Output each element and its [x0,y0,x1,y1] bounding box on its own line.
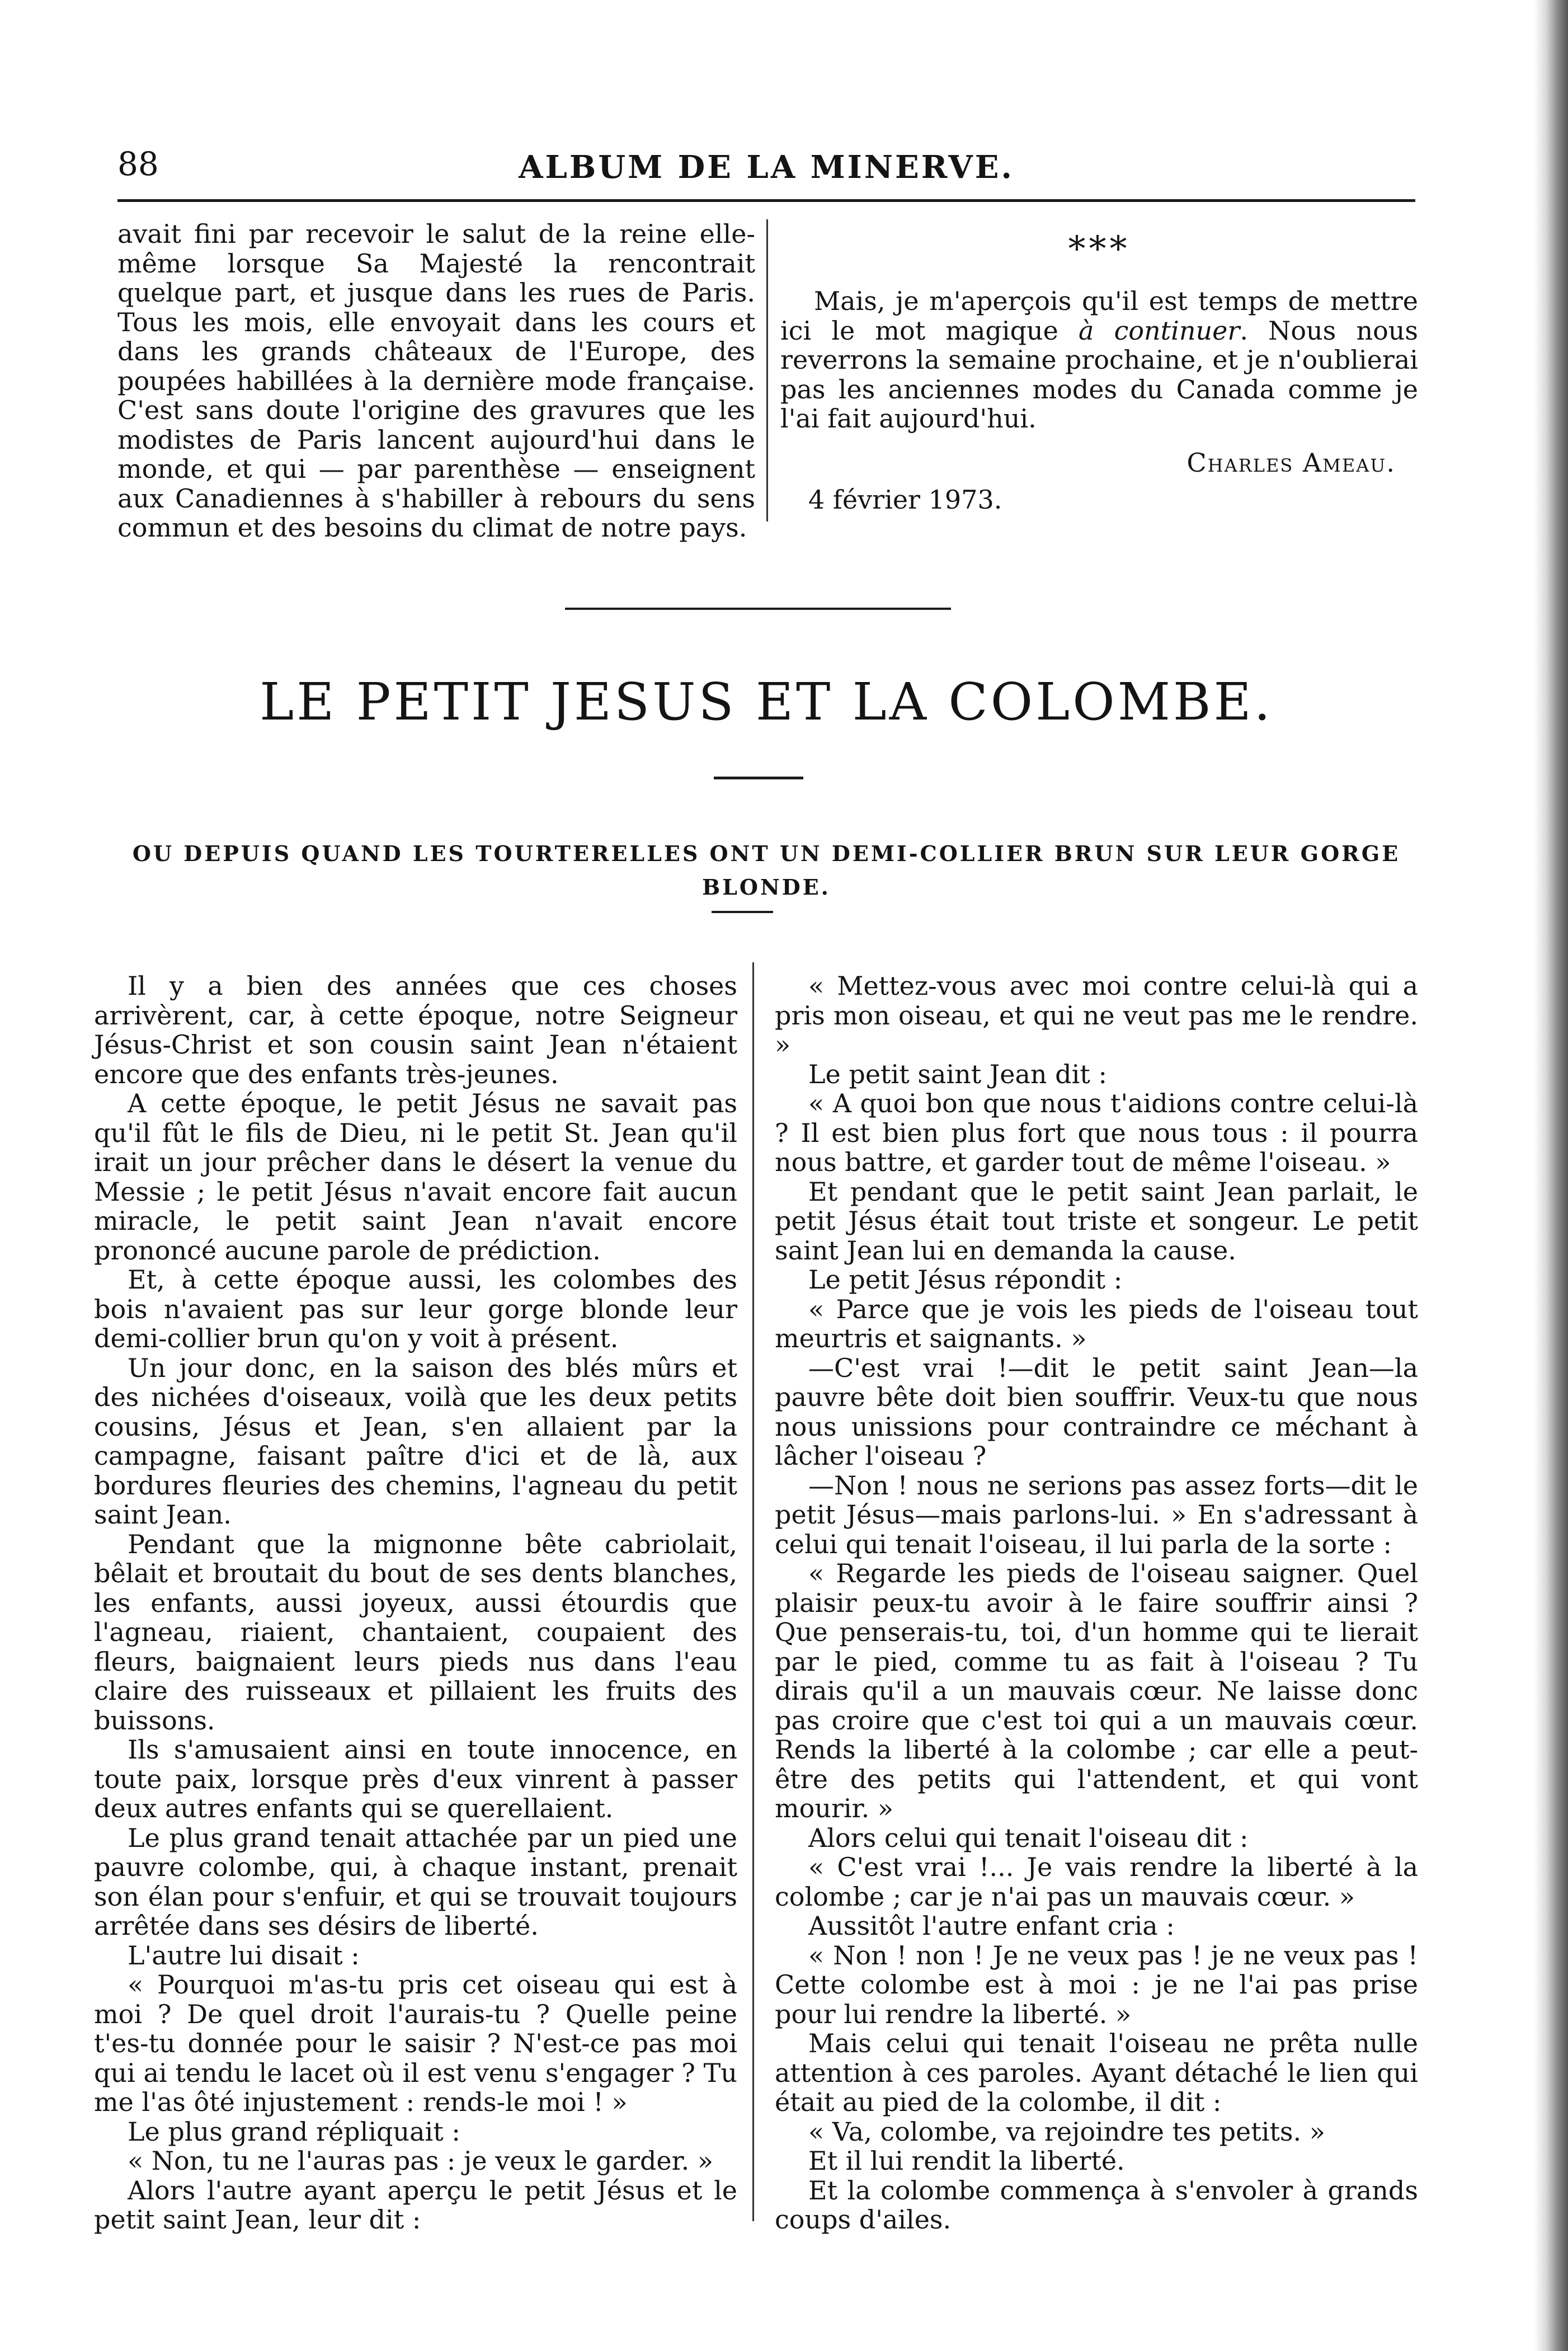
article-paragraph: Et, à cette époque aussi, les colombes des bois n'avaient pas sur leur gorge blonde leur demi-collier brun qu'on y voit à présent. [94,1264,737,1353]
article-paragraph: A cette époque, le petit Jésus ne savait pas qu'il fût le fils de Dieu, ni le petit St. Jean qu'il irait un jour prêcher dans le désert la venue du Messie ; le petit Jésus n'avait encore fait aucun miracle, le petit saint Jean n'avait encore prononcé aucune parole de prédiction. [94,1088,737,1266]
previous-article-left-column [117,219,755,543]
article-paragraph: Pendant que la mignonne bête cabriolait, bêlait et broutait du bout de ses dents blanches, les enfants, aussi joyeux, aussi étourdis que l'agneau, riaient, chantaient, coupaient des fleurs, baignaient leurs pieds nus dans l'eau claire des ruisseaux et pillaient les fruits des buissons. [94,1529,737,1736]
article-paragraph: « C'est vrai !... Je vais rendre la liberté à la colombe ; car je n'ai pas un mauvais cœur. » [775,1852,1418,1912]
asterism: *** [1068,228,1131,269]
article-paragraph: Alors l'autre ayant aperçu le petit Jésus et le petit saint Jean, leur dit : [94,2175,737,2235]
article-paragraph: Aussitôt l'autre enfant cria : [808,1911,1175,1941]
article-paragraph: Le petit saint Jean dit : [808,1059,1107,1089]
article-paragraph: —Non ! nous ne serions pas assez forts—dit le petit Jésus—mais parlons-lui. » En s'adressant à celui qui tenait l'oiseau, il lui parla de la sorte : [775,1470,1418,1559]
article-paragraph: Le plus grand répliquait : [128,2116,460,2147]
section-separator-rule [565,608,951,610]
article-paragraph: Mais celui qui tenait l'oiseau ne prêta nulle attention à ces paroles. Ayant détaché le lien qui était au pied de la colombe, il dit : [775,2028,1418,2117]
article-paragraph: « Non ! non ! Je ne veux pas ! je ne veux pas ! Cette colombe est à moi : je ne l'ai pas prise pour lui rendre la liberté. » [775,1940,1418,2029]
article-paragraph: Et la colombe commença à s'envoler à grands coups d'ailes. [775,2175,1418,2235]
previous-article-right-column [780,219,1418,515]
scanned-page-edge [1534,0,1568,2351]
article-paragraph: « Regarde les pieds de l'oiseau saigner. Quel plaisir peux-tu avoir à le faire souffrir ainsi ? Que penserais-tu, toi, d'un homme qui te lierait par le pied, comme tu as fait à l'oiseau ? Tu dirais qu'il a un mauvais cœur. Ne laisse donc pas croire que c'est toi qui a un mauvais cœur. Rends la liberté à la colombe ; car elle a peut-être des petits qui l'attendent, et qui vont mourir. » [775,1558,1418,1823]
article-paragraph: « Non, tu ne l'auras pas : je veux le garder. » [128,2146,713,2176]
column-divider [766,219,768,521]
article-paragraph: Il y a bien des années que ces choses arrivèrent, car, à cette époque, notre Seigneur Jésus-Christ et son cousin saint Jean n'étaient encore que des enfants très-jeunes. [94,971,737,1089]
title-short-rule [714,777,803,779]
author-signature: Charles Ameau. [1186,447,1396,478]
article-paragraph: « Mettez-vous avec moi contre celui-là qui a pris mon oiseau, et qui ne veut pas me le rendre. » [775,971,1418,1060]
article-paragraph: Le petit Jésus répondit : [808,1264,1123,1295]
article-paragraph: « Pourquoi m'as-tu pris cet oiseau qui est à moi ? De quel droit l'aurais-tu ? Quelle peine t'es-tu donnée pour le saisir ? N'est-ce pas moi qui ai tendu le lacet où il est venu s'engager ? Tu me l'as ôté injustement : rends-le moi ! » [94,1969,737,2117]
article-paragraph: Alors celui qui tenait l'oiseau dit : [808,1822,1249,1853]
dateline: 4 février 1973. [808,485,1002,515]
column-divider [752,962,754,2221]
article-paragraph: L'autre lui disait : [128,1940,360,1971]
article-paragraph: —C'est vrai !—dit le petit saint Jean—la pauvre bête doit bien souffrir. Veux-tu que nous nous unissions pour contraindre ce méchant à lâcher l'oiseau ? [775,1352,1418,1471]
header-rule [117,199,1415,202]
running-title: ALBUM DE LA MINERVE. [519,149,1014,186]
article-paragraph: « Parce que je vois les pieds de l'oiseau tout meurtris et saignants. » [775,1294,1418,1353]
article-left-column [94,971,737,2235]
article-paragraph: « A quoi bon que nous t'aidions contre celui-là ? Il est bien plus fort que nous tous : il pourra nous battre, et garder tout de même l'oiseau. » [775,1088,1418,1177]
subtitle-short-rule [712,911,773,913]
article-paragraph: Et il lui rendit la liberté. [808,2146,1125,2176]
article-subtitle: OU DEPUIS QUAND LES TOURTERELLES ONT UN DEMI-COLLIER BRUN SUR LEUR GORGE BLONDE. [132,841,1401,900]
article-paragraph: « Va, colombe, va rejoindre tes petits. » [808,2116,1325,2147]
italic-phrase: à continuer [1079,315,1240,346]
previous-article-paragraph: avait fini par recevoir le salut de la reine elle-même lorsque Sa Majesté la rencontrait quelque part, et jusque dans les rues de Paris. Tous les mois, elle envoyait dans les cours et dans les grands châteaux de l'Europe, des poupées habillées à la dernière mode française. C'est sans doute l'origine des gravures que les modistes de Paris lancent aujourd'hui dans le monde, et qui — par parenthèse — enseignent aux Canadiennes à s'habiller à rebours du sens commun et des besoins du climat de notre pays. [117,219,755,543]
article-paragraph: Ils s'amusaient ainsi en toute innocence, en toute paix, lorsque près d'eux vinrent à passer deux autres enfants qui se querellaient. [94,1734,737,1823]
page-header [117,144,1415,195]
page-number: 88 [117,145,159,183]
article-paragraph: Un jour donc, en la saison des blés mûrs et des nichées d'oiseaux, voilà que les deux petits cousins, Jésus et Jean, s'en allaient par la campagne, faisant paître d'ici et de là, aux bordures fleuries des chemins, l'agneau du petit saint Jean. [94,1352,737,1530]
article-title: LE PETIT JESUS ET LA COLOMBE. [260,672,1273,732]
article-paragraph: Le plus grand tenait attachée par un pied une pauvre colombe, qui, à chaque instant, prenait son élan pour s'enfuir, et qui se trouvait toujours arrêtée dans ses désirs de liberté. [94,1822,737,1941]
closing-paragraph: Mais, je m'aperçois qu'il est temps de mettre ici le mot magique à continuer. Nous nous reverrons la semaine prochaine, et je n'oublierai pas les anciennes modes du Canada comme je l'ai fait aujourd'hui. [780,286,1418,434]
article-paragraph: Et pendant que le petit saint Jean parlait, le petit Jésus était tout triste et songeur. Le petit saint Jean lui en demanda la cause. [775,1176,1418,1266]
article-right-column [775,971,1418,2235]
